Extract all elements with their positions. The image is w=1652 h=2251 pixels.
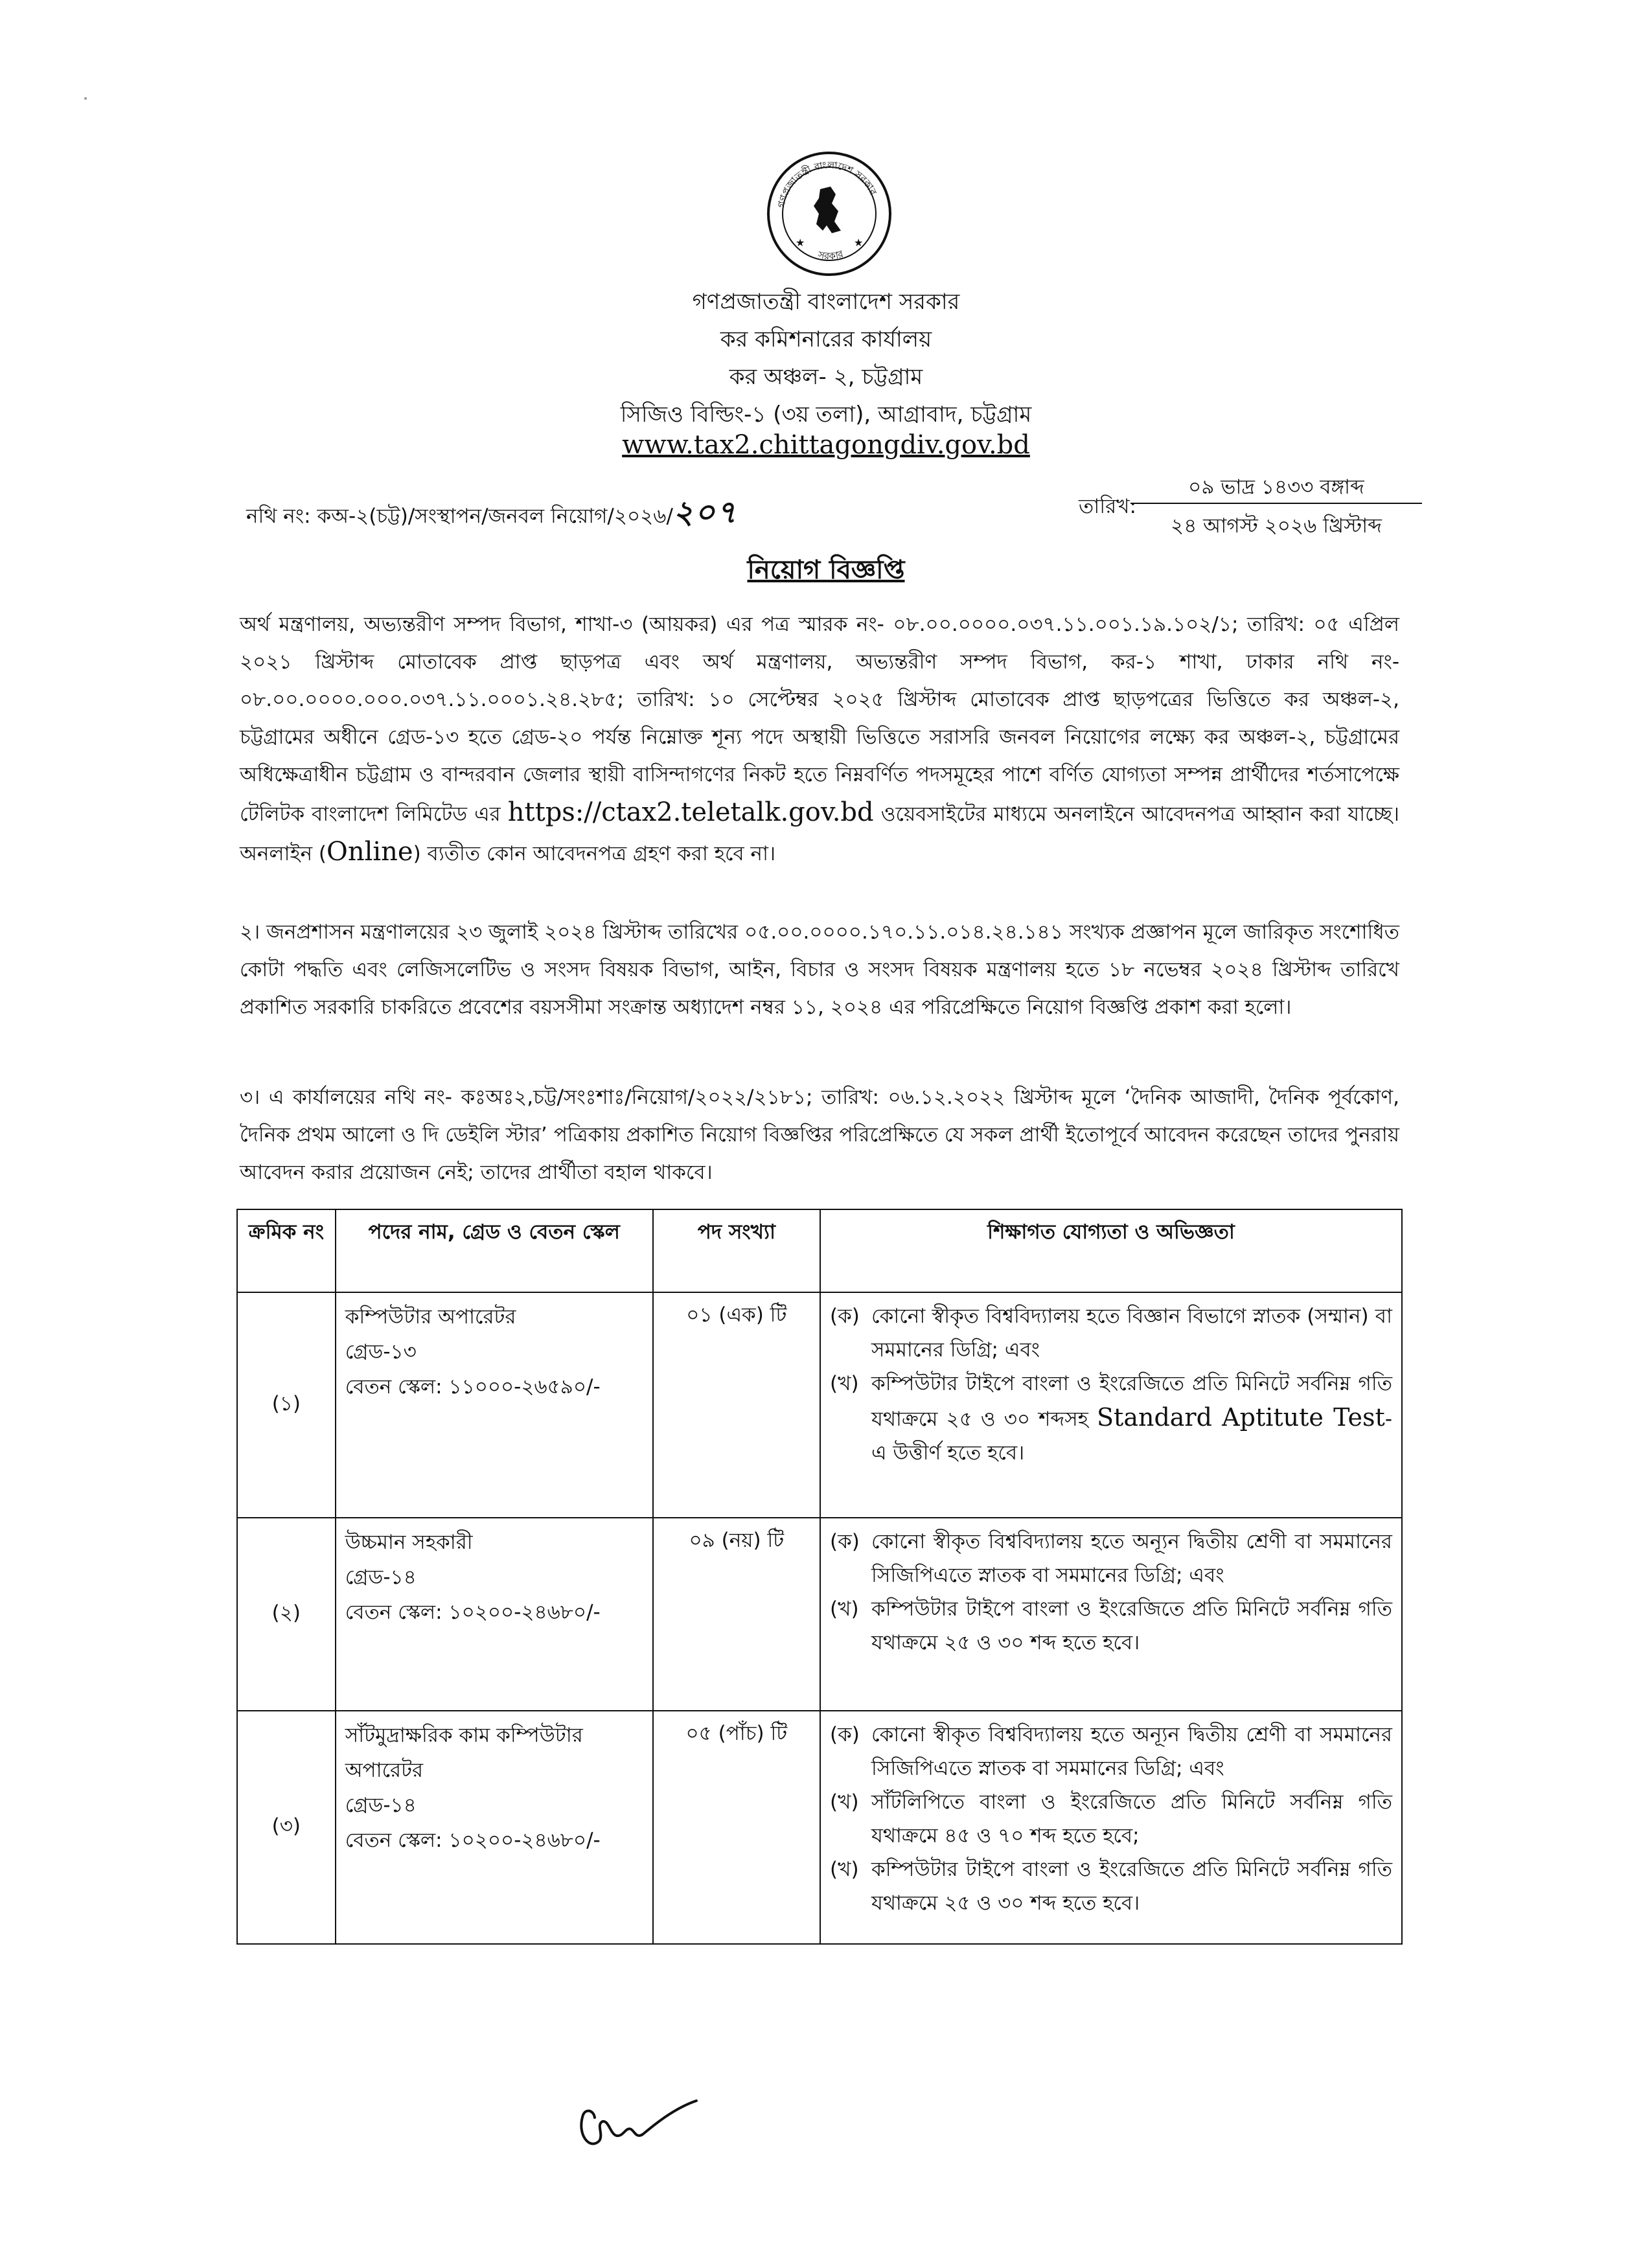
row-qualifications: [820, 1711, 1402, 1944]
qualification-text: কোনো স্বীকৃত বিশ্ববিদ্যালয় হতে অন্যূন দ্বিতীয় শ্রেণী বা সমমানের সিজিপিএতে স্নাতক বা সমমানের ডিগ্রি; এবং: [871, 1723, 1392, 1780]
header-website-wrap: [0, 430, 1652, 460]
qualification-mark: (ক): [830, 1723, 860, 1746]
paragraph-3: ৩। এ কার্যালয়ের নথি নং- কঃঅঃ২,চট্ট/সংঃশাঃ/নিয়োগ/২০২২/২১৮১; তারিখ: ০৬.১২.২০২২ খ্রিস্টাব্দ মূলে ‘দৈনিক আজাদী, দৈনিক পূর্বকোণ, দৈনিক প্রথম আলো ও দি ডেইলি স্টার’ পত্রিকায় প্রকাশিত নিয়োগ বিজ্ঞপ্তির পরিপ্রেক্ষিতে যে সকল প্রার্থী ইতোপূর্বে আবেদন করেছেন তাদের পুনরায় আবেদন করার প্রয়োজন নেই; তাদের প্রার্থীতা বহাল থাকবে।: [240, 1086, 1399, 1184]
row-serial: (২): [237, 1518, 336, 1711]
row-serial: (৩): [237, 1711, 336, 1944]
scan-speck: [84, 97, 87, 100]
row-count: ০৫ (পাঁচ) টি: [653, 1711, 820, 1944]
application-url-link[interactable]: https://ctax2.teletalk.gov.bd: [507, 797, 874, 827]
date-bangla: ০৯ ভাদ্র ১৪৩৩ বঙ্গাব্দ: [1188, 475, 1364, 499]
paragraph-1-text-c: ) ব্যতীত কোন আবেদনপত্র গ্রহণ করা হবে না।: [413, 842, 776, 865]
post-name: সাঁটমুদ্রাক্ষরিক কাম কম্পিউটার অপারেটর: [345, 1724, 583, 1782]
paragraph-2: ২। জনপ্রশাসন মন্ত্রণালয়ের ২৩ জুলাই ২০২৪ খ্রিস্টাব্দ তারিখের ০৫.০০.০০০০.১৭০.১১.০১৪.২৪.১৪১ সংখ্যক প্রজ্ঞাপন মূলে জারিকৃত সংশোধিত কোটা পদ্ধতি এবং লেজিসলেটিভ ও সংসদ বিষয়ক বিভাগ, আইন, বিচার ও সংসদ বিষয়ক মন্ত্রণালয় হতে ১৮ নভেম্বর ২০২৪ খ্রিস্টাব্দ তারিখে প্রকাশিত সরকারি চাকরিতে প্রবেশের বয়সসীমা সংক্রান্ত অধ্যাদেশ নম্বর ১১, ২০২৪ এর পরিপ্রেক্ষিতে নিয়োগ বিজ্ঞপ্তি প্রকাশ করা হলো।: [240, 920, 1399, 1019]
seal-ring-text: গণপ্রজাতন্ত্রী বাংলাদেশ সরকার: [775, 159, 879, 209]
qualification-mark: (খ): [830, 1597, 859, 1621]
qualification-item: [830, 1525, 1392, 1592]
qualification-text: কোনো স্বীকৃত বিশ্ববিদ্যালয় হতে বিজ্ঞান বিভাগে স্নাতক (সম্মান) বা সমমানের ডিগ্রি; এবং: [871, 1305, 1392, 1362]
header-post: পদের নাম, গ্রেড ও বেতন স্কেল: [336, 1209, 653, 1292]
header-serial: ক্রমিক নং: [237, 1209, 336, 1292]
post-grade: গ্রেড-১৪: [345, 1794, 417, 1817]
row-qualifications: [820, 1292, 1402, 1518]
row-post: [336, 1711, 653, 1944]
post-scale: বেতন স্কেল: ১০২০০-২৪৬৮০/-: [345, 1829, 601, 1852]
government-seal-logo: [764, 149, 894, 279]
qualification-item: [830, 1853, 1392, 1920]
header-qualification: শিক্ষাগত যোগ্যতা ও অভিজ্ঞতা: [820, 1209, 1402, 1292]
row-serial: (১): [237, 1292, 336, 1518]
header-address: সিজিও বিল্ডিং-১ (৩য় তলা), আগ্রাবাদ, চট্টগ্রাম: [620, 402, 1032, 428]
date-divider: [1130, 503, 1422, 504]
paragraph-1-text-a: অর্থ মন্ত্রণালয়, অভ্যন্তরীণ সম্পদ বিভাগ, শাখা-৩ (আয়কর) এর পত্র স্মারক নং- ০৮.০০.০০০০.০৩৭.১১.০০১.১৯.১০২/১; তারিখ: ০৫ এপ্রিল ২০২১ খ্রিস্টাব্দ মোতাবেক প্রাপ্ত ছাড়পত্র এবং অর্থ মন্ত্রণালয়, অভ্যন্তরীণ সম্পদ বিভাগ, কর-১ শাখা, ঢাকার নথি নং- ০৮.০০.০০০০.০০০.০৩৭.১১.০০০১.২৪.২৮৫; তারিখ: ১০ সেপ্টেম্বর ২০২৫ খ্রিস্টাব্দ মোতাবেক প্রাপ্ত ছাড়পত্রের ভিত্তিতে কর অঞ্চল-২, চট্টগ্রামের অধীনে গ্রেড-১৩ হতে গ্রেড-২০ পর্যন্ত নিম্নোক্ত শূন্য পদে অস্থায়ী ভিত্তিতে সরাসরি জনবল নিয়োগের লক্ষ্যে কর অঞ্চল-২, চট্টগ্রামের অধিক্ষেত্রাধীন চট্টগ্রাম ও বান্দরবান জেলার স্থায়ী বাসিন্দাগণের নিকট হতে নিম্নবর্ণিত পদসমূহের পাশে বর্ণিত যোগ্যতা সম্পন্ন প্রার্থীদের শর্তসাপেক্ষে টেলিটক বাংলাদেশ লিমিটেড এর: [240, 613, 1399, 826]
memo-prefix: নথি নং: কঅ-২(চট্ট)/সংস্থাপন/জনবল নিয়োগ/২০২৬/: [246, 505, 673, 528]
header-govt: গণপ্রজাতন্ত্রী বাংলাদেশ সরকার: [692, 289, 960, 315]
qualification-mark: (খ): [830, 1372, 859, 1395]
date-label: তারিখ:: [1079, 495, 1136, 518]
table-row: [237, 1711, 1402, 1944]
paragraph-1-text-b: ওয়েবসাইটের মাধ্যমে অনলাইনে আবেদনপত্র আহ্বান করা যাচ্ছে। অনলাইন (: [240, 803, 1400, 865]
qualification-text: কোনো স্বীকৃত বিশ্ববিদ্যালয় হতে অন্যূন দ্বিতীয় শ্রেণী বা সমমানের সিজিপিএতে স্নাতক বা সমমানের ডিগ্রি; এবং: [871, 1530, 1392, 1587]
qualification-mark: (খ): [830, 1858, 859, 1881]
qualification-mark: (ক): [830, 1530, 860, 1553]
qualification-mark: (ক): [830, 1305, 860, 1328]
date-english: ২৪ আগস্ট ২০২৬ খ্রিস্টাব্দ: [1171, 514, 1382, 538]
memo-handwritten-number: ২০৭: [672, 494, 738, 531]
header-zone: কর অঞ্চল- ২, চট্টগ্রাম: [729, 364, 923, 390]
post-scale: বেতন স্কেল: ১০২০০-২৪৬৮০/-: [345, 1601, 601, 1624]
row-count: ০১ (এক) টি: [653, 1292, 820, 1518]
header-office: কর কমিশনারের কার্যালয়: [720, 326, 932, 352]
notice-title: নিয়োগ বিজ্ঞপ্তি: [747, 555, 905, 585]
post-grade: গ্রেড-১৩: [345, 1340, 417, 1364]
qualification-item: [830, 1367, 1392, 1470]
qualification-item: [830, 1592, 1392, 1660]
qualification-english: Standard Aptitute Test: [1097, 1403, 1385, 1432]
qualification-item: [830, 1718, 1392, 1785]
header-website-link[interactable]: www.tax2.chittagongdiv.gov.bd: [622, 430, 1030, 460]
qualification-mark: (খ): [830, 1790, 859, 1814]
post-grade: গ্রেড-১৪: [345, 1566, 417, 1589]
memo-number: [246, 489, 738, 540]
post-scale: বেতন স্কেল: ১১০০০-২৬৫৯০/-: [345, 1375, 601, 1399]
row-qualifications: [820, 1518, 1402, 1711]
svg-text:★: ★: [854, 236, 864, 249]
qualification-item: [830, 1299, 1392, 1367]
signature-icon: [564, 2089, 719, 2160]
table-row: [237, 1518, 1402, 1711]
table-row: [237, 1292, 1402, 1518]
posts-table: [236, 1209, 1403, 1945]
row-post: [336, 1292, 653, 1518]
svg-text:★: ★: [796, 236, 805, 249]
qualification-text: কম্পিউটার টাইপে বাংলা ও ইংরেজিতে প্রতি মিনিটে সর্বনিম্ন গতি যথাক্রমে ২৫ ও ৩০ শব্দ হতে হবে।: [871, 1597, 1392, 1654]
qualification-text: সাঁটলিপিতে বাংলা ও ইংরেজিতে প্রতি মিনিটে সর্বনিম্ন গতি যথাক্রমে ৪৫ ও ৭০ শব্দ হতে হবে;: [871, 1790, 1392, 1847]
header-count: পদ সংখ্যা: [653, 1209, 820, 1292]
seal-bottom-text: সরকার: [817, 247, 845, 262]
row-count: ০৯ (নয়) টি: [653, 1518, 820, 1711]
paragraph-1: [240, 606, 1399, 873]
qualification-text: কম্পিউটার টাইপে বাংলা ও ইংরেজিতে প্রতি মিনিটে সর্বনিম্ন গতি যথাক্রমে ২৫ ও ৩০ শব্দসহ: [871, 1372, 1392, 1431]
table-header-row: [237, 1209, 1402, 1292]
qualification-text: কম্পিউটার টাইপে বাংলা ও ইংরেজিতে প্রতি মিনিটে সর্বনিম্ন গতি যথাক্রমে ২৫ ও ৩০ শব্দ হতে হবে।: [871, 1858, 1392, 1915]
row-post: [336, 1518, 653, 1711]
post-name: উচ্চমান সহকারী: [345, 1531, 473, 1554]
qualification-text-wrap: [871, 1367, 1392, 1470]
qualification-tail: -এ উত্তীর্ণ হতে হবে।: [871, 1408, 1392, 1465]
qualification-item: [830, 1785, 1392, 1853]
post-name: কম্পিউটার অপারেটর: [345, 1305, 516, 1329]
online-word: Online: [327, 837, 413, 867]
svg-text:সরকার: [816, 248, 845, 262]
